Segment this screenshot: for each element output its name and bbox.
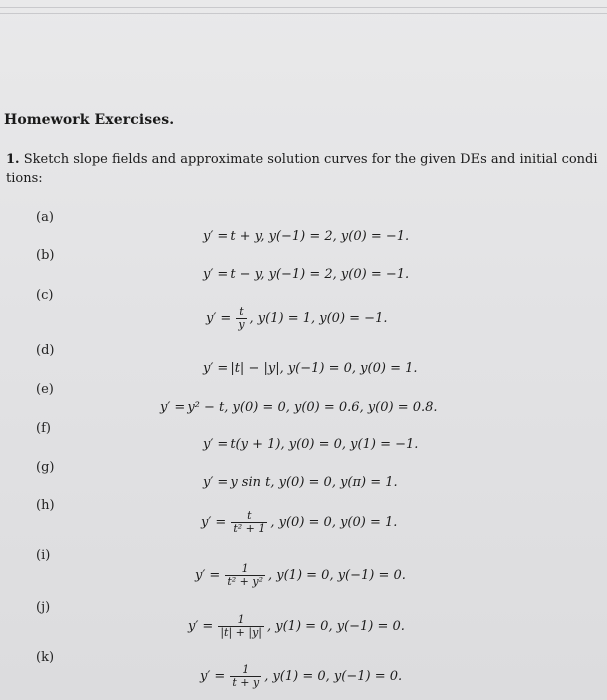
equation-lhs: y′ = xyxy=(188,619,214,634)
equation-lhs: y′ = xyxy=(195,568,221,583)
denominator: |t| + |y| xyxy=(220,626,262,639)
item-label-h: (h) xyxy=(36,498,55,513)
equation-lhs: y′ = xyxy=(206,311,232,326)
equation-rhs: , y(1) = 1, y(0) = −1. xyxy=(249,311,388,326)
item-label-d: (d) xyxy=(36,343,55,358)
equation-rhs: |t| − |y|, y(−1) = 0, y(0) = 1. xyxy=(230,361,418,376)
problem-text-line1: Sketch slope fields and approximate solution curves for the given DEs and initial condi xyxy=(23,152,598,167)
equation-lhs: y′ = xyxy=(203,229,229,244)
numerator: 1 xyxy=(242,663,250,676)
equation-lhs: y′ = xyxy=(201,515,227,530)
numerator: 1 xyxy=(241,562,249,575)
denominator: t² + y² xyxy=(227,575,263,588)
equation-rhs: , y(1) = 0, y(−1) = 0. xyxy=(268,568,406,583)
equation-lhs: y′ = xyxy=(203,361,229,376)
item-label-k: (k) xyxy=(36,650,55,665)
item-label-i: (i) xyxy=(36,548,51,563)
equation-lhs: y′ = xyxy=(203,267,229,282)
section-heading: Homework Exercises. xyxy=(4,112,175,128)
equation-a xyxy=(203,229,409,244)
equation-rhs: , y(1) = 0, y(−1) = 0. xyxy=(267,619,405,634)
equation-lhs: y′ = xyxy=(200,669,226,684)
fraction xyxy=(225,563,265,588)
equation-lhs: y′ = xyxy=(203,437,229,452)
item-label-e: (e) xyxy=(36,382,54,397)
equation-e xyxy=(160,400,438,415)
equation-rhs: y² − t, y(0) = 0, y(0) = 0.6, y(0) = 0.8. xyxy=(187,400,438,415)
fraction xyxy=(231,510,267,535)
equation-i xyxy=(195,563,406,588)
denominator: t + y xyxy=(232,676,260,689)
equation-rhs: , y(1) = 0, y(−1) = 0. xyxy=(264,669,403,684)
fraction xyxy=(230,664,261,689)
equation-f xyxy=(203,437,418,452)
equation-g xyxy=(203,475,398,490)
equation-rhs: t(y + 1), y(0) = 0, y(1) = −1. xyxy=(230,437,419,452)
fraction xyxy=(236,306,246,331)
equation-k xyxy=(200,664,402,689)
item-label-g: (g) xyxy=(36,460,55,475)
equation-j xyxy=(188,614,405,639)
fraction xyxy=(218,614,264,639)
item-label-c: (c) xyxy=(36,288,54,303)
equation-c xyxy=(206,306,387,331)
top-rule xyxy=(0,7,607,8)
problem-number: 1. xyxy=(6,152,20,167)
equation-d xyxy=(203,361,418,376)
equation-rhs: t − y, y(−1) = 2, y(0) = −1. xyxy=(230,267,410,282)
equation-rhs: y sin t, y(0) = 0, y(π) = 1. xyxy=(230,475,398,490)
denominator: t² + 1 xyxy=(233,522,266,535)
numerator: t xyxy=(247,509,252,522)
item-label-a: (a) xyxy=(36,210,54,225)
equation-h xyxy=(201,510,397,535)
top-rule-2 xyxy=(0,13,607,14)
numerator: t xyxy=(239,305,244,318)
numerator: 1 xyxy=(237,613,245,626)
equation-b xyxy=(203,267,409,282)
item-label-j: (j) xyxy=(36,600,51,615)
problem-text-line2: tions: xyxy=(6,171,43,186)
item-label-f: (f) xyxy=(36,421,51,436)
equation-lhs: y′ = xyxy=(160,400,186,415)
problem-statement xyxy=(6,150,602,188)
item-label-b: (b) xyxy=(36,248,55,263)
equation-lhs: y′ = xyxy=(203,475,229,490)
denominator: y xyxy=(238,318,245,331)
equation-rhs: t + y, y(−1) = 2, y(0) = −1. xyxy=(230,229,410,244)
equation-rhs: , y(0) = 0, y(0) = 1. xyxy=(270,515,398,530)
